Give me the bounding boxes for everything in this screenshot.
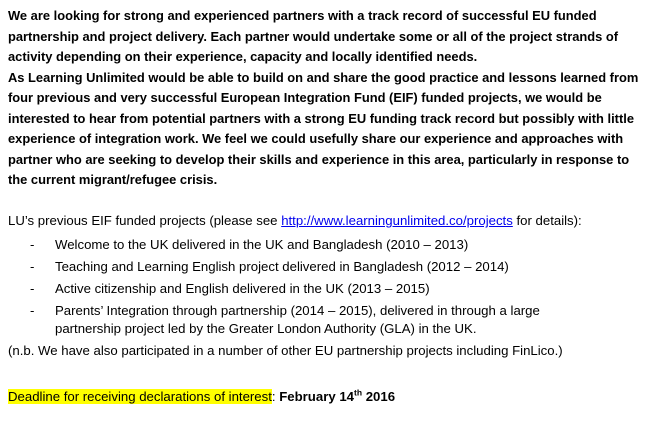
deadline-line [8, 388, 653, 406]
deadline-date-prefix: February 14 [279, 389, 355, 404]
projects-lead-suffix: for details): [512, 213, 582, 228]
projects-list [8, 236, 653, 338]
note-paragraph: (n.b. We have also participated in a number of other EU partnership projects including FinLico.) [8, 343, 563, 358]
experience-paragraph: As Learning Unlimited would be able to build on and share the good practice and lessons learned from four previous and very successful European Integration Fund (EIF) funded projects, we would be interested to hear from potential partners with a strong EU funding track record but possibly with little experience of integration work. We feel we could usefully share our experience and approaches with partner who are seeking to develop their skills and experience in this area, particularly in response to the current migrant/refugee crisis. [8, 69, 639, 187]
list-dash: - [30, 259, 35, 274]
list-item-text: Welcome to the UK delivered in the UK and Bangladesh (2010 – 2013) [55, 237, 469, 252]
list-item [8, 236, 653, 254]
projects-link[interactable]: http://www.learningunlimited.co/projects [281, 213, 513, 228]
list-item [8, 258, 653, 276]
list-item-text: Parents’ Integration through partnership (2014 – 2015), delivered in through a large partnership project led by the Greater London Authority (GLA) in the UK. [55, 303, 540, 336]
list-dash: - [30, 281, 35, 296]
list-item-text: Teaching and Learning English project delivered in Bangladesh (2012 – 2014) [55, 259, 509, 274]
deadline-date [279, 389, 395, 404]
list-item [8, 280, 653, 298]
list-item [8, 302, 653, 338]
intro-paragraph: We are looking for strong and experienced partners with a track record of successful EU funded partnership and project delivery. Each partner would undertake some or all of the project strands of activity depending on their experience, capacity and locally identified needs. [8, 8, 619, 64]
deadline-date-suffix-sup: th [354, 387, 363, 398]
deadline-label: Deadline for receiving declarations of interest [8, 389, 272, 404]
deadline-date-year: 2016 [362, 389, 396, 404]
deadline-colon: : [271, 389, 280, 404]
projects-lead-paragraph [8, 211, 628, 230]
list-item-text: Active citizenship and English delivered in the UK (2013 – 2015) [55, 281, 430, 296]
projects-lead-text: LU’s previous EIF funded projects (please see [8, 213, 282, 228]
list-dash: - [30, 237, 35, 252]
list-dash: - [30, 303, 35, 318]
